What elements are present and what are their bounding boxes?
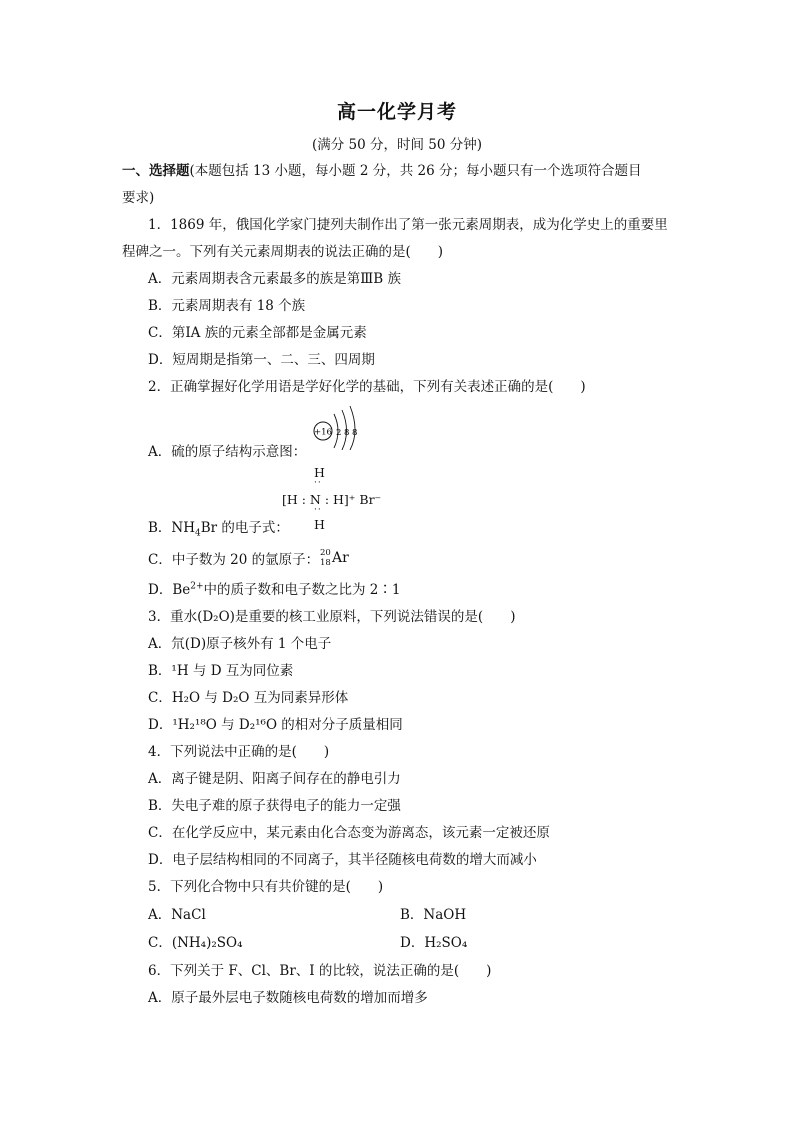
option-b-text-prefix: B．NH [148, 520, 196, 536]
atom-shell-2: 8 [344, 428, 350, 438]
question-1-stem-cont: 程碑之一。下列有关元素周期表的说法正确的是( ) [122, 244, 444, 260]
question-2-option-d [148, 581, 401, 599]
option-d-text-prefix: D．Be [148, 582, 191, 598]
nuclide-mass-number: 20 [320, 548, 331, 558]
lewis-dots-bottom: ·· [314, 505, 322, 515]
question-5-option-b: B．NaOH [400, 907, 467, 923]
atom-nucleus-label: +16 [314, 427, 332, 438]
question-1-option-d: D．短周期是指第一、二、三、四周期 [148, 352, 375, 368]
question-3-option-a: A．氘(D)原子核外有 1 个电子 [148, 636, 332, 652]
option-d-superscript: 2+ [190, 581, 204, 592]
section-description: (本题包括 13 小题，每小题 2 分，共 26 分；每小题只有一个选项符合题目 [189, 163, 642, 179]
question-3-option-d: D．¹H₂¹⁸O 与 D₂¹⁶O 的相对分子质量相同 [148, 717, 403, 733]
nuclide-atomic-number: 18 [320, 558, 331, 568]
question-4-option-d: D．电子层结构相同的不同离子，其半径随核电荷数的增大而减小 [148, 852, 537, 868]
question-2-option-c: C．中子数为 20 的氩原子： [148, 552, 320, 568]
question-1-option-c: C．第ⅠA 族的元素全部都是金属元素 [148, 325, 367, 341]
question-5-stem: 5．下列化合物中只有共价键的是( ) [148, 879, 384, 895]
page-title: 高一化学月考 [336, 101, 457, 123]
atom-shell-3: 8 [352, 428, 358, 438]
atom-shell-1: 2 [336, 428, 342, 438]
section-heading: 一、选择题 [122, 163, 190, 179]
nuclide-element-symbol: Ar [332, 550, 349, 566]
question-3-option-b: B．¹H 与 D 互为同位素 [148, 663, 294, 679]
question-4-option-c: C．在化学反应中，某元素由化合态变为游离态，该元素一定被还原 [148, 825, 550, 841]
section-heading-line [122, 162, 641, 180]
question-5-option-a: A．NaCl [148, 907, 206, 923]
question-1-stem: 1．1869 年，俄国化学家门捷列夫制作出了第一张元素周期表，成为化学史上的重要里 [148, 217, 668, 233]
sulfur-atom-structure-diagram [312, 400, 362, 450]
lewis-bottom-h: H [314, 517, 325, 532]
question-2-stem: 2．正确掌握好化学用语是学好化学的基础，下列有关表述正确的是( ) [148, 379, 586, 395]
section-description-cont: 要求) [122, 190, 155, 206]
question-6-stem: 6．下列关于 F、Cl、Br、I 的比较，说法正确的是( ) [148, 963, 492, 979]
question-4-option-b: B．失电子难的原子获得电子的能力一定强 [148, 798, 401, 814]
option-b-subscript: 4 [195, 528, 201, 539]
question-1-option-b: B．元素周期表有 18 个族 [148, 298, 306, 314]
question-3-stem: 3．重水(D₂O)是重要的核工业原料，下列说法错误的是( ) [148, 609, 516, 625]
question-4-option-a: A．离子键是阴、阳离子间存在的静电引力 [148, 771, 401, 787]
lewis-top-h: H [314, 465, 325, 480]
question-6-option-a: A．原子最外层电子数随核电荷数的增加而增多 [148, 990, 428, 1006]
question-2-option-a: A．硫的原子结构示意图： [148, 444, 307, 460]
question-5-option-c: C．(NH₄)₂SO₄ [148, 935, 243, 951]
option-b-text-suffix: Br 的电子式： [200, 520, 289, 536]
question-4-stem: 4．下列说法中正确的是( ) [148, 744, 330, 760]
question-5-option-d: D．H₂SO₄ [400, 935, 468, 951]
lewis-dots-top: ·· [314, 478, 322, 488]
question-2-option-b [148, 519, 289, 537]
option-d-text-suffix: 中的质子数和电子数之比为 2∶1 [203, 582, 401, 598]
page-subtitle: (满分 50 分，时间 50 分钟) [311, 137, 483, 153]
question-3-option-c: C．H₂O 与 D₂O 互为同素异形体 [148, 690, 349, 706]
question-1-option-a: A．元素周期表含元素最多的族是第ⅢB 族 [148, 271, 401, 287]
lewis-middle-row: [H : N : H]⁺ Br⁻ [282, 492, 382, 507]
